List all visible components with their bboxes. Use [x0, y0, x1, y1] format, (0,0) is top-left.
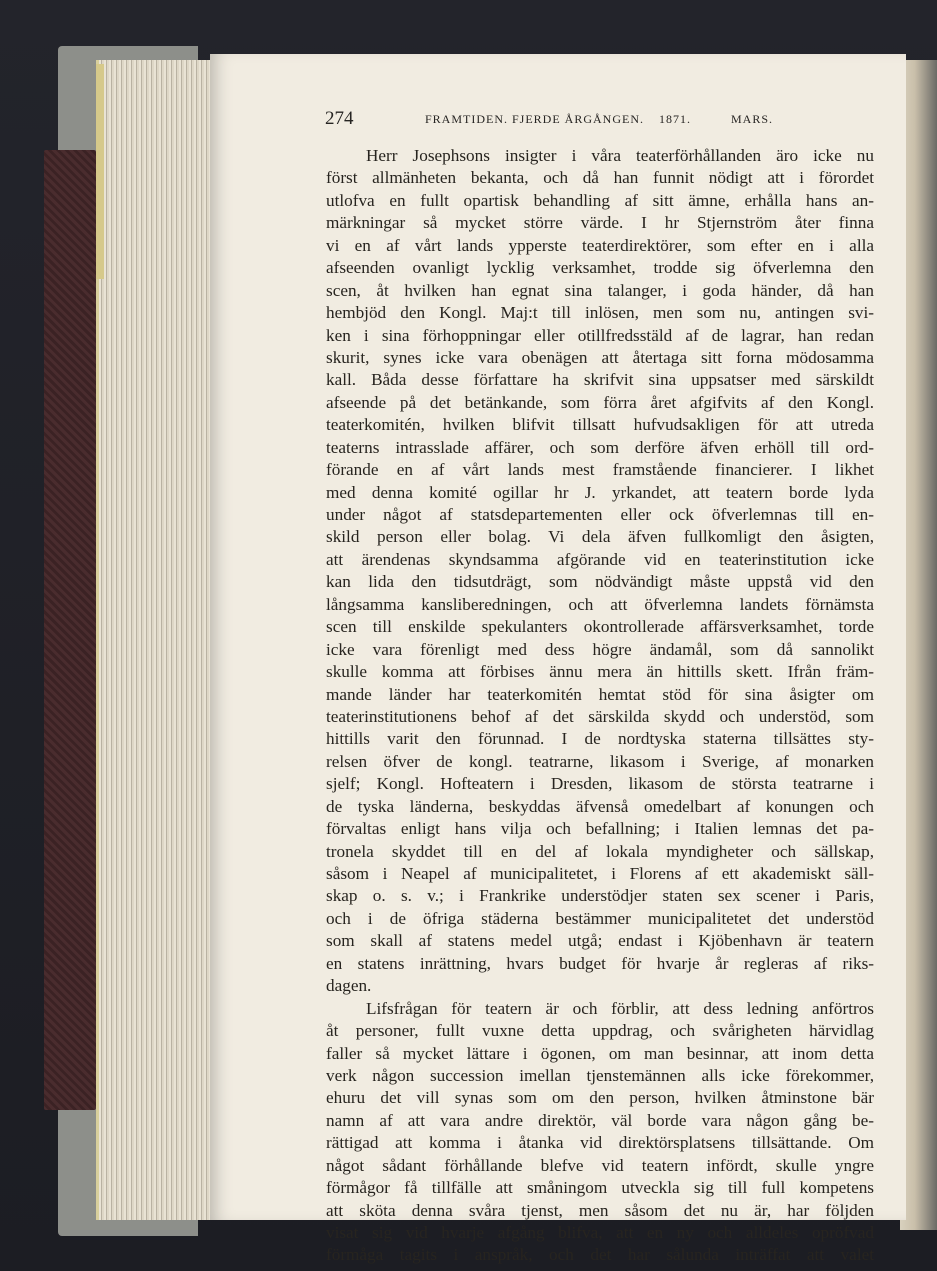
- text-line: långsamma kansliberedningen, och att öfverlemna landets förnämsta: [326, 594, 874, 614]
- text-line: en statens inrättning, hvars budget för hvarje år regleras af riks-: [326, 953, 874, 973]
- text-line: vi en af vårt lands ypperste teaterdirektörer, som efter en i alla: [326, 235, 874, 255]
- text-line: med denna komité ogillar hr J. yrkandet, att teatern borde lyda: [326, 482, 874, 502]
- text-line: förande en af vårt lands mest framstående financierer. I likhet: [326, 460, 874, 480]
- text-line: afseenden ovanligt lycklig verksamhet, trodde sig öfverlemna den: [326, 258, 874, 278]
- text-line: skurit, synes icke vara obenägen att återtaga sitt forna mödosamma: [326, 347, 874, 367]
- text-line: att sköta denna svåra tjenst, men såsom det nu är, har följden: [326, 1200, 874, 1220]
- text-line: scen, åt hvilken han egnat sina talanger, i goda händer, då han: [326, 280, 874, 300]
- page-stack-edges: [96, 60, 221, 1220]
- text-line: kall. Båda desse författare ha skrifvit sina uppsatser med särskildt: [326, 370, 874, 390]
- text-line: kan lida den tidsutdrägt, som nödvändigt måste uppstå vid den: [326, 572, 874, 592]
- running-title: FRAMTIDEN. FJERDE ÅRGÅNGEN.: [425, 112, 645, 126]
- text-line: teaterns intrasslade affärer, och som derföre äfven erhöll till ord-: [326, 437, 874, 457]
- text-line: skap o. s. v.; i Frankrike understödjer staten sex scener i Paris,: [326, 886, 874, 906]
- text-line: först allmänheten bekanta, och då han funnit nödigt att i förordet: [326, 168, 874, 188]
- text-line: utlofva en fullt opartisk behandling af sitt ämne, erhålla hans an-: [326, 190, 874, 210]
- gilt-edge: [96, 64, 104, 279]
- text-line: verk någon succession imellan tjenstemännen alls icke förekommer,: [326, 1065, 874, 1085]
- text-line: scen till enskilde spekulanters okontrollerade affärsverksamhet, torde: [326, 617, 874, 637]
- text-line: att ärendenas skyndsamma afgörande vid en teaterinstitution icke: [326, 549, 874, 569]
- text-line: de tyska länderna, beskyddas äfvenså omedelbart af konungen och: [326, 796, 874, 816]
- running-year: 1871.: [659, 112, 691, 126]
- running-header: [325, 108, 885, 136]
- text-line: mande länder har teaterkomitén hemtat stöd för sina åsigter om: [326, 684, 874, 704]
- text-line: ehuru det vill synas som om den person, hvilken åtminstone bär: [326, 1088, 874, 1108]
- text-line: ken i sina förhoppningar eller otillfredsstäld af de lagrar, han redan: [326, 325, 874, 345]
- text-line: teaterinstitutionens behof af det särskilda skydd och understöd, som: [326, 706, 874, 726]
- page-number: 274: [325, 108, 354, 129]
- text-line: förvaltas enligt hans vilja och befallning; i Italien lemnas det pa-: [326, 819, 874, 839]
- text-line: teaterkomitén, hvilken blifvit tillsatt hufvudsakligen för att utreda: [326, 415, 874, 435]
- text-line: under något af statsdepartementen eller ock öfverlemnas till en-: [326, 505, 874, 524]
- text-line: visat sig vid hvarje afgång blifva, att en ny och alldeles opröfvad: [326, 1223, 874, 1242]
- text-line: icke vara förenligt med dess högre ändamål, som då sannolikt: [326, 639, 874, 659]
- running-month: MARS.: [731, 112, 774, 126]
- text-line: dagen.: [326, 976, 372, 996]
- text-line: skild person eller bolag. Vi dela äfven fullkomligt den åsigten,: [326, 527, 874, 547]
- text-line: Lifsfrågan för teatern är och förblir, att dess ledning anförtros: [366, 998, 874, 1018]
- article-body: [326, 145, 874, 1267]
- text-line: Herr Josephsons insigter i våra teaterförhållanden äro icke nu: [366, 146, 874, 165]
- text-line: märkningar så mycket större värde. I hr Stjernström åter finna: [326, 213, 874, 233]
- text-line: namn af att vara andre direktör, väl borde vara någon gång be-: [326, 1110, 874, 1130]
- book-spine-leather: [44, 150, 96, 1110]
- text-line: rättigad att komma i åtanka vid direktörsplatsens tillsättande. Om: [326, 1133, 874, 1153]
- text-line: afseende på det betänkande, som förra året afgifvits af den Kongl.: [326, 392, 874, 412]
- text-line: som skall af statens medel utgå; endast i Kjöbenhavn är teatern: [326, 931, 874, 951]
- text-line: förmågor få tillfälle att småningom utveckla sig till full kompetens: [326, 1178, 874, 1198]
- text-line: något sådant förhållande blefve vid teatern infördt, skulle yngre: [326, 1155, 874, 1175]
- text-line: och i de öfriga städerna bestämmer municipalitetet det understöd: [326, 908, 874, 928]
- text-line: åt personer, fullt vuxne detta uppdrag, och svårigheten härvidlag: [326, 1021, 874, 1041]
- text-line: såsom i Neapel af municipalitetet, i Florens af ett akademiskt säll-: [326, 864, 874, 883]
- text-line: sjelf; Kongl. Hofteatern i Dresden, likasom de största teatrarne i: [326, 774, 874, 794]
- text-line: hittills varit den förunnad. I de nordtyska staterna tillsättes sty-: [326, 729, 874, 749]
- text-line: relsen öfver de kongl. teatrarne, likasom i Sverige, af monarken: [326, 751, 874, 771]
- text-line: hembjöd den Kongl. Maj:t till inlösen, men som nu, antingen svi-: [326, 303, 874, 323]
- text-line: faller så mycket lättare i ögonen, om man besinnar, att inom detta: [326, 1043, 874, 1063]
- text-line: förmåga tagits i anspråk, och det har sålunda inträffat att valet: [326, 1245, 874, 1265]
- text-line: skulle komma att förbises ännu mera än hittills skett. Ifrån främ-: [326, 662, 874, 682]
- text-line: tronela skyddet till en del af lokala myndigheter och sällskap,: [326, 841, 874, 861]
